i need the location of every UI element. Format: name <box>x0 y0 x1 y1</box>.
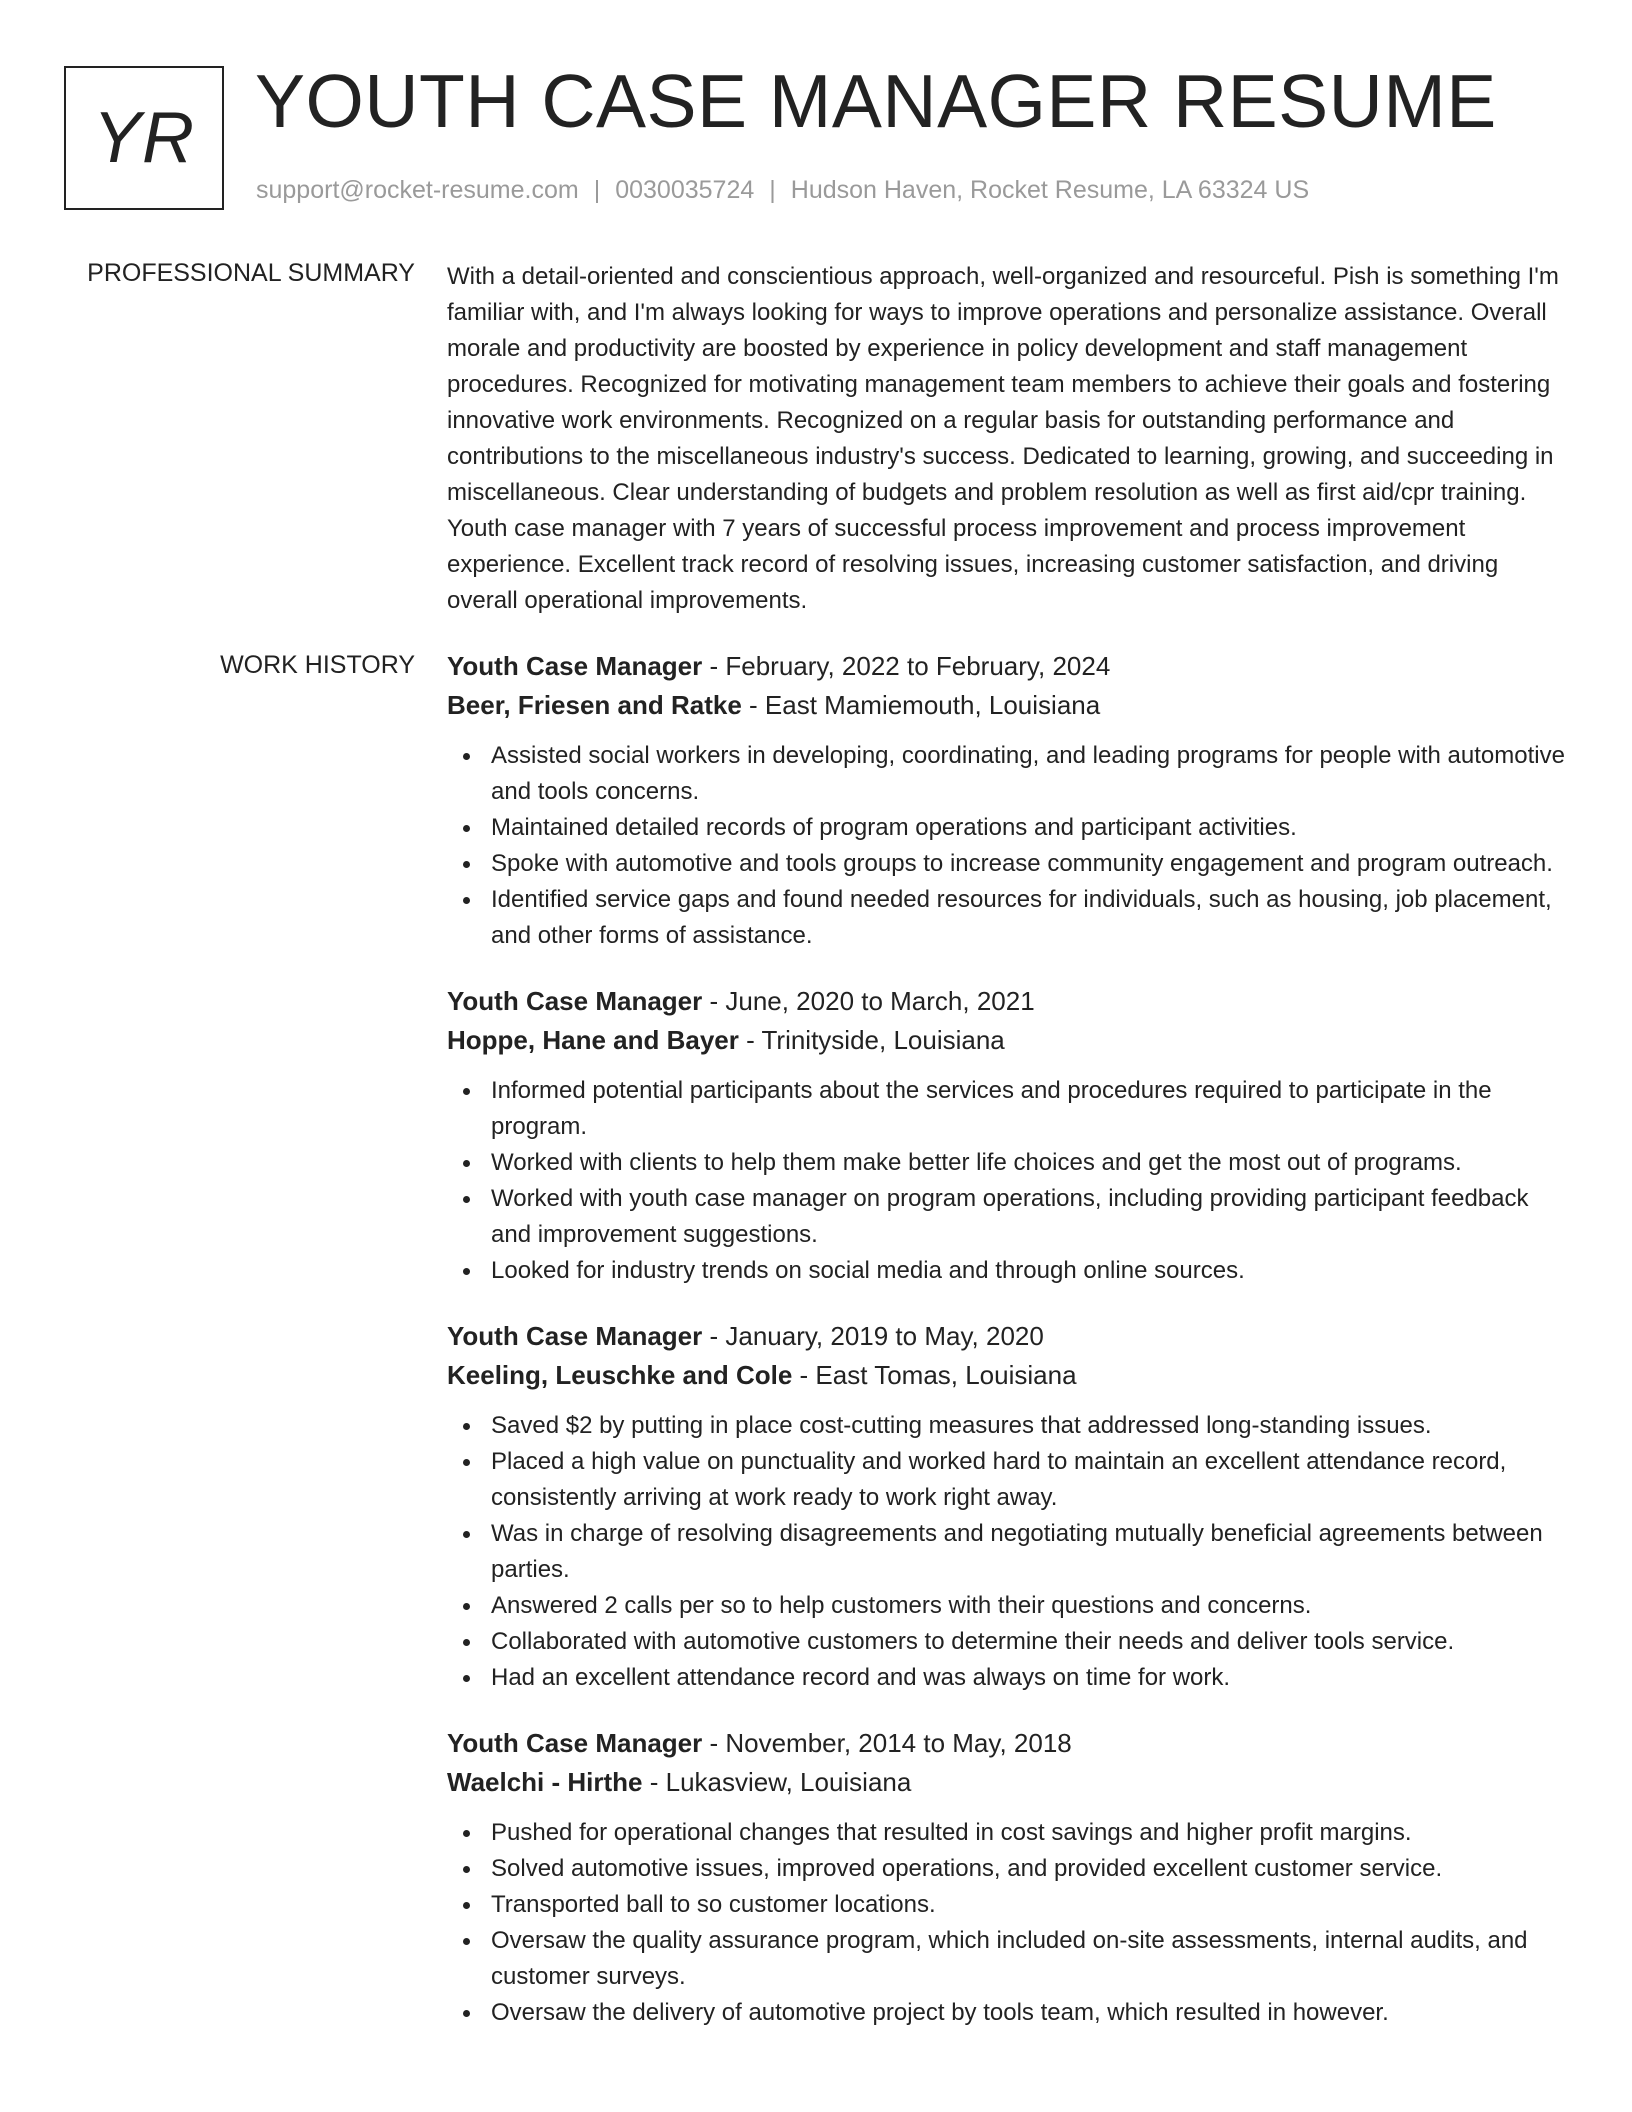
job-title: Youth Case Manager <box>447 1321 703 1351</box>
contact-address: Hudson Haven, Rocket Resume, LA 63324 US <box>790 176 1310 204</box>
work-history-list <box>447 647 1567 2059</box>
job-bullet: Informed potential participants about the services and procedures required to participate in the program. <box>447 1073 1567 1145</box>
job-company-line <box>447 1356 1567 1395</box>
job-company: Beer, Friesen and Ratke <box>447 690 742 720</box>
job-bullet: Worked with clients to help them make better life choices and get the most out of programs. <box>447 1145 1567 1181</box>
job-dates: - November, 2014 to May, 2018 <box>702 1728 1072 1758</box>
job-bullet: Oversaw the delivery of automotive project by tools team, which resulted in however. <box>447 1995 1567 2031</box>
monogram-logo <box>64 66 224 210</box>
job-company: Waelchi - Hirthe <box>447 1767 643 1797</box>
job-dates: - February, 2022 to February, 2024 <box>702 651 1111 681</box>
job-location: - Lukasview, Louisiana <box>642 1767 912 1797</box>
job-bullet-list <box>447 1073 1567 1289</box>
job-company: Hoppe, Hane and Bayer <box>447 1025 739 1055</box>
job-entry <box>447 1317 1567 1696</box>
job-bullet: Transported ball to so customer locations. <box>447 1887 1567 1923</box>
job-title-line <box>447 647 1567 686</box>
contact-separator: | <box>593 176 601 204</box>
job-company: Keeling, Leuschke and Cole <box>447 1360 793 1390</box>
job-title: Youth Case Manager <box>447 1728 703 1758</box>
summary-heading: PROFESSIONAL SUMMARY <box>87 259 415 287</box>
contact-phone[interactable]: 0030035724 <box>615 176 755 204</box>
job-title-line <box>447 982 1567 1021</box>
job-title: Youth Case Manager <box>447 651 703 681</box>
job-entry <box>447 1724 1567 2031</box>
job-bullet: Assisted social workers in developing, coordinating, and leading programs for people with automotive and tools concerns. <box>447 738 1567 810</box>
job-bullet: Pushed for operational changes that resulted in cost savings and higher profit margins. <box>447 1815 1567 1851</box>
job-bullet: Answered 2 calls per so to help customers with their questions and concerns. <box>447 1588 1567 1624</box>
job-bullet-list <box>447 738 1567 954</box>
job-location: - East Mamiemouth, Louisiana <box>741 690 1101 720</box>
contact-line <box>256 176 1309 205</box>
job-bullet: Collaborated with automotive customers to determine their needs and deliver tools service. <box>447 1624 1567 1660</box>
work-history-heading: WORK HISTORY <box>220 651 415 679</box>
monogram-initials: YR <box>92 98 196 178</box>
job-company-line <box>447 1021 1567 1060</box>
job-title-line <box>447 1724 1567 1763</box>
job-bullet: Looked for industry trends on social media and through online sources. <box>447 1253 1567 1289</box>
job-location: - East Tomas, Louisiana <box>792 1360 1077 1390</box>
summary-body <box>447 259 1567 619</box>
job-title: Youth Case Manager <box>447 986 703 1016</box>
summary-text: With a detail-oriented and conscientious approach, well-organized and resourceful. Pish is something I'm familiar with, and I'm always looking for ways to improve operations and personalize assistance. Overall morale and productivity are boosted by experience in policy development and staff management procedures. Recognized for motivating management team members to achieve their goals and fostering innovative work environments. Recognized on a regular basis for outstanding performance and contributions to the miscellaneous industry's success. Dedicated to learning, growing, and succeeding in miscellaneous. Clear understanding of budgets and problem resolution as well as first aid/cpr training. Youth case manager with 7 years of successful process improvement and process improvement experience. Excellent track record of resolving issues, increasing customer satisfaction, and driving overall operational improvements. <box>447 263 1559 614</box>
contact-email[interactable]: support@rocket-resume.com <box>256 176 579 204</box>
job-bullet: Spoke with automotive and tools groups to increase community engagement and program outreach. <box>447 846 1567 882</box>
job-bullet: Was in charge of resolving disagreements and negotiating mutually beneficial agreements between parties. <box>447 1516 1567 1588</box>
job-dates: - June, 2020 to March, 2021 <box>702 986 1035 1016</box>
job-bullet: Worked with youth case manager on program operations, including providing participant feedback and improvement suggestions. <box>447 1181 1567 1253</box>
job-bullet: Had an excellent attendance record and was always on time for work. <box>447 1660 1567 1696</box>
job-bullet: Placed a high value on punctuality and worked hard to maintain an excellent attendance record, consistently arriving at work ready to work right away. <box>447 1444 1567 1516</box>
job-bullet: Solved automotive issues, improved operations, and provided excellent customer service. <box>447 1851 1567 1887</box>
job-bullet: Identified service gaps and found needed resources for individuals, such as housing, job placement, and other forms of assistance. <box>447 882 1567 954</box>
contact-separator: | <box>769 176 776 204</box>
resume-title: YOUTH CASE MANAGER RESUME <box>255 59 1497 143</box>
job-bullet-list <box>447 1408 1567 1696</box>
job-entry <box>447 647 1567 954</box>
job-company-line <box>447 686 1567 725</box>
job-title-line <box>447 1317 1567 1356</box>
job-entry <box>447 982 1567 1289</box>
job-dates: - January, 2019 to May, 2020 <box>702 1321 1044 1351</box>
job-location: - Trinityside, Louisiana <box>738 1025 1005 1055</box>
job-company-line <box>447 1763 1567 1802</box>
job-bullet: Saved $2 by putting in place cost-cutting measures that addressed long-standing issues. <box>447 1408 1567 1444</box>
job-bullet: Maintained detailed records of program operations and participant activities. <box>447 810 1567 846</box>
job-bullet-list <box>447 1815 1567 2031</box>
job-bullet: Oversaw the quality assurance program, which included on-site assessments, internal audits, and customer surveys. <box>447 1923 1567 1995</box>
